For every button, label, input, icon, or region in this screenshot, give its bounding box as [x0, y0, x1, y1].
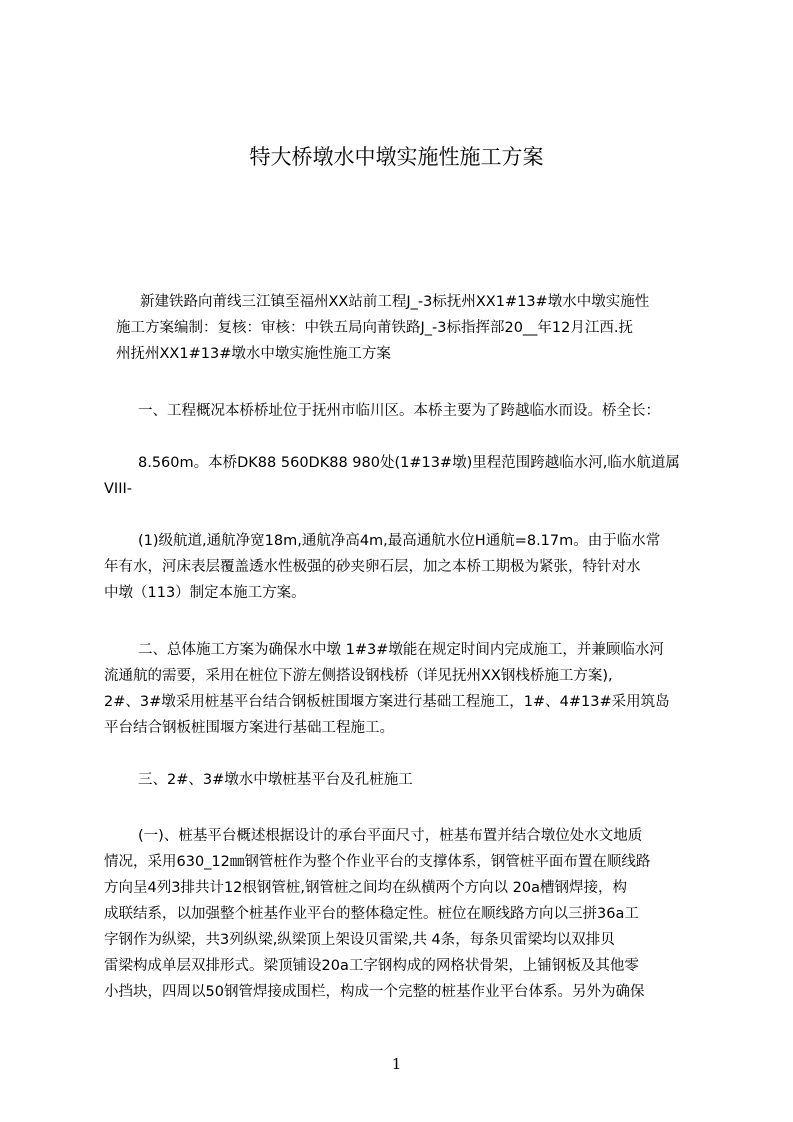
paragraph-line: 平台结合钢板桩围堰方案进行基础工程施工。: [104, 720, 394, 736]
paragraph-line: (1)级航道,通航净宽18m,通航净高4m,最高通航水位H通航=8.17m。由于临水常: [138, 533, 661, 549]
section-heading-line: 一、工程概况本桥桥址位于抚州市临川区。本桥主要为了跨越临水而设。桥全长：: [138, 403, 660, 419]
paragraph-line: 州抚州XX1#13#墩水中墩实施性施工方案: [116, 346, 391, 362]
paragraph-line: VIII-: [104, 481, 132, 497]
paragraph-line: 情况，采用630_12㎜钢管桩作为整个作业平台的支撑体系，钢管桩平面布置在顺线路: [104, 854, 651, 870]
paragraph-line: 新建铁路向莆线三江镇至福州XX站前工程J_-3标抚州XX1#13#墩水中墩实施性: [140, 294, 650, 310]
paragraph-line: 施工方案编制：复核：审核：中铁五局向莆铁路J_-3标指挥部20__年12月江西.抚: [116, 320, 633, 336]
paragraph-line: 流通航的需要，采用在桩位下游左侧搭设钢栈桥（详见抚州XX钢栈桥施工方案),: [104, 668, 613, 684]
paragraph-line: (一)、桩基平台概述根据设计的承台平面尺寸，桩基布置并结合墩位处水文地质: [138, 828, 643, 844]
paragraph-line: 字钢作为纵梁，共3列纵梁,纵梁顶上架设贝雷梁,共 4条，每条贝雷梁均以双排贝: [104, 932, 615, 948]
paragraph-line: 小挡块，四周以50钢管焊接成围栏，构成一个完整的桩基作业平台体系。另外为确保: [104, 984, 645, 1000]
paragraph-line: 2#、3#墩采用桩基平台结合钢板桩围堰方案进行基础工程施工，1#、4#13#采用筑岛: [104, 694, 670, 710]
document-title: 特大桥墩水中墩实施性施工方案: [249, 145, 544, 169]
paragraph-line: 成联结系，以加强整个桩基作业平台的整体稳定性。桩位在顺线路方向以三拼36a工: [104, 906, 639, 922]
paragraph-line: 中墩（113）制定本施工方案。: [104, 585, 306, 601]
section-heading-line: 三、2#、3#墩水中墩桩基平台及孔桩施工: [138, 772, 413, 788]
paragraph-line: 年有水，河床表层覆盖透水性极强的砂夹卵石层，加之本桥工期极为紧张，特针对水: [104, 559, 641, 575]
paragraph-line: 雷梁构成单层双排形式。梁顶铺设20a工字钢构成的网格状骨架，上铺钢板及其他零: [104, 958, 639, 974]
page-number: 1: [391, 1055, 402, 1073]
paragraph-line: 8.560m。本桥DK88 560DK88 980处(1#13#墩)里程范围跨越临水河,临水航道属: [138, 455, 680, 471]
paragraph-line: 方向呈4列3排共计12根钢管桩,钢管桩之间均在纵横两个方向以 20a槽钢焊接，构: [104, 880, 627, 896]
section-heading-line: 二、总体施工方案为确保水中墩 1#3#墩能在规定时间内完成施工，并兼顾临水河: [138, 642, 664, 658]
